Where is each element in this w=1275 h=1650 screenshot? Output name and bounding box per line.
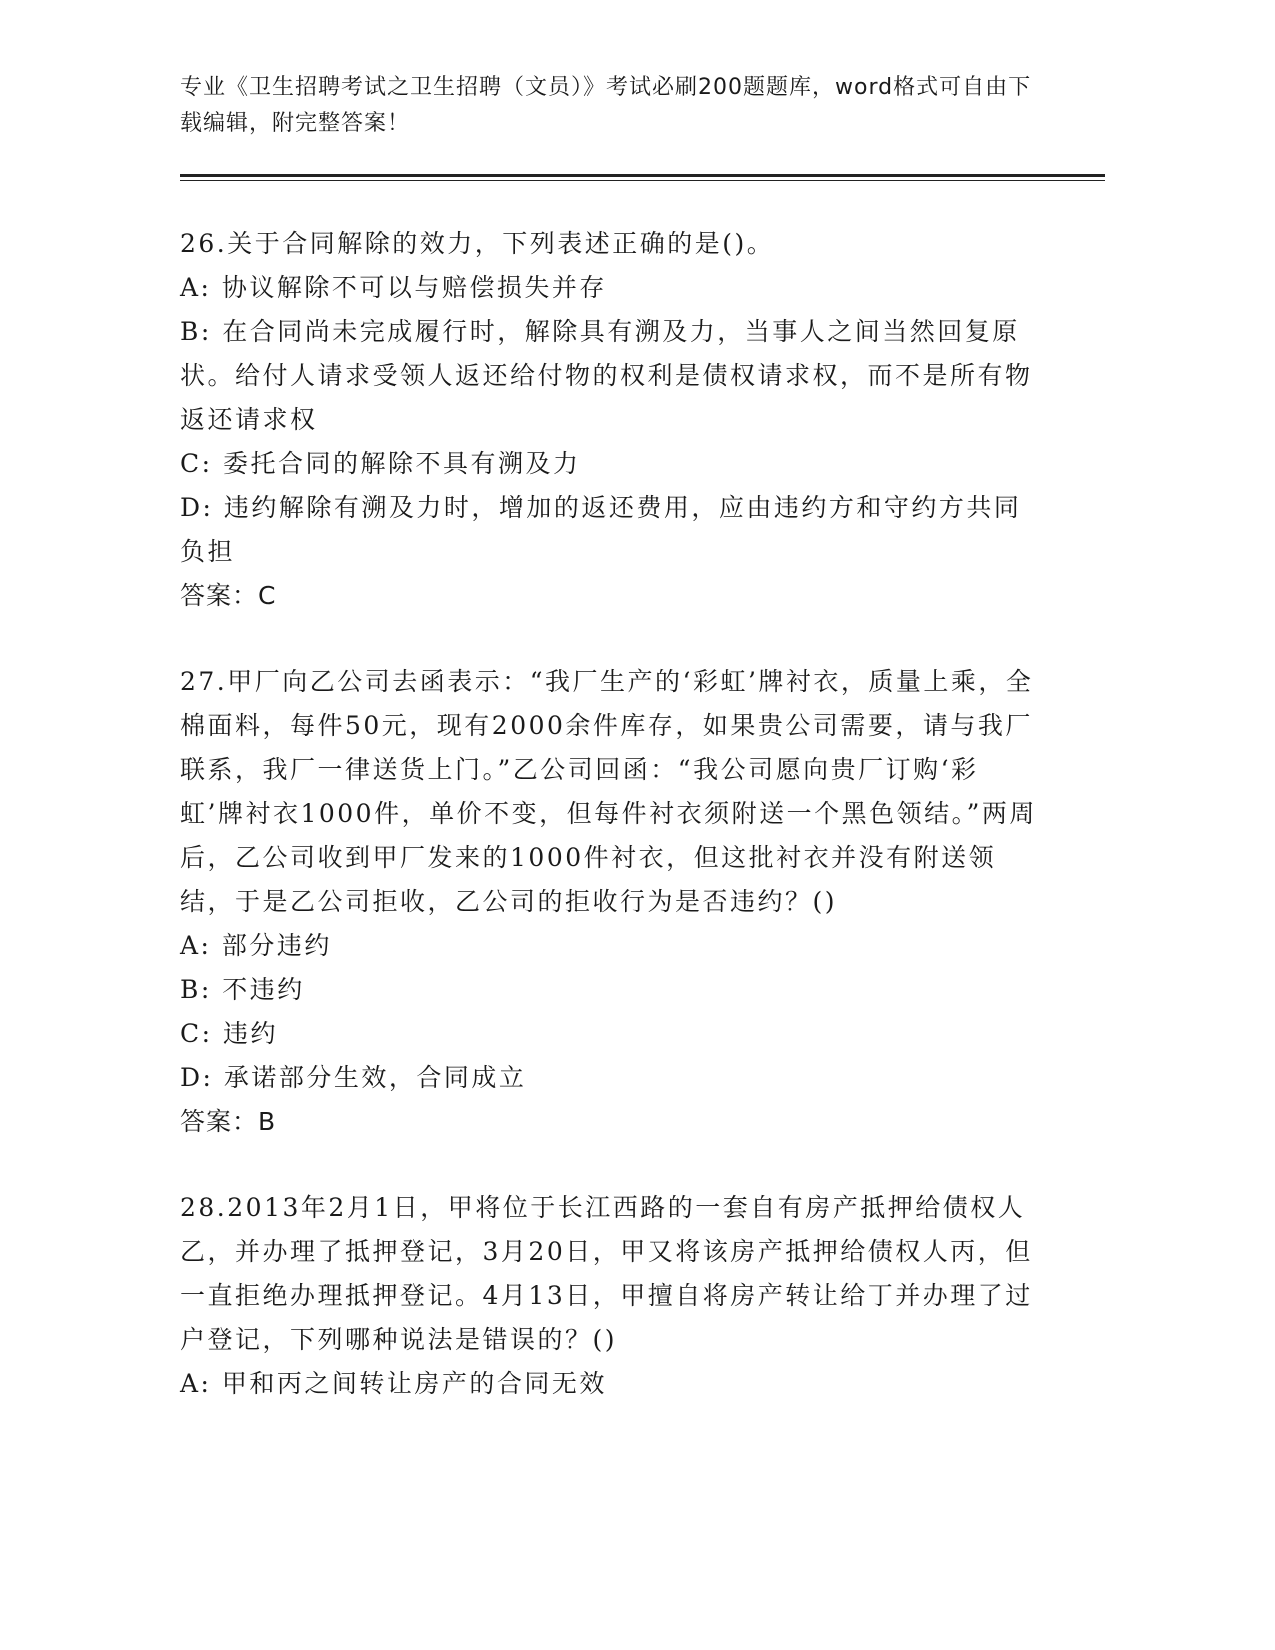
question-28 — [180, 1186, 1040, 1406]
option-d: D: 违约解除有溯及力时，增加的返还费用，应由违约方和守约方共同负担 — [180, 493, 1022, 566]
option-c: C: 违约 — [180, 1019, 278, 1048]
option-b: B: 在合同尚未完成履行时，解除具有溯及力，当事人之间当然回复原状。给付人请求受领人返还给付物的权利是债权请求权，而不是所有物返还请求权 — [180, 317, 1033, 434]
question-stem: 27.甲厂向乙公司去函表示：“我厂生产的‘彩虹’牌衬衣，质量上乘，全棉面料，每件50元，现有2000余件库存，如果贵公司需要，请与我厂联系，我厂一律送货上门。”乙公司回函：“我公司愿向贵厂订购‘彩虹’牌衬衣1000件，单价不变，但每件衬衣须附送一个黑色领结。”两周后，乙公司收到甲厂发来的1000件衬衣，但这批衬衣并没有附送领结，于是乙公司拒收，乙公司的拒收行为是否违约？() — [180, 667, 1037, 916]
document-header: 专业《卫生招聘考试之卫生招聘（文员）》考试必刷200题题库，word格式可自由下载编辑，附完整答案！ — [180, 75, 1032, 136]
answer-label: 答案：C — [180, 581, 277, 610]
option-a: A: 部分违约 — [180, 931, 332, 960]
option-a: A: 协议解除不可以与赔偿损失并存 — [180, 273, 607, 302]
option-d: D: 承诺部分生效，合同成立 — [180, 1063, 527, 1092]
header-divider-thin — [180, 180, 1105, 181]
question-26 — [180, 222, 1040, 618]
question-stem: 26.关于合同解除的效力，下列表述正确的是()。 — [180, 229, 775, 258]
question-27 — [180, 660, 1040, 1144]
question-stem: 28.2013年2月1日，甲将位于长江西路的一套自有房产抵押给债权人乙，并办理了抵押登记，3月20日，甲又将该房产抵押给债权人丙，但一直拒绝办理抵押登记。4月13日，甲擅自将房产转让给丁并办理了过户登记，下列哪种说法是错误的？() — [180, 1193, 1033, 1354]
question-list — [180, 222, 1040, 1448]
option-a: A: 甲和丙之间转让房产的合同无效 — [180, 1369, 607, 1398]
header-divider-thick — [180, 174, 1105, 177]
option-c: C: 委托合同的解除不具有溯及力 — [180, 449, 581, 478]
answer-label: 答案：B — [180, 1107, 277, 1136]
option-b: B: 不违约 — [180, 975, 305, 1004]
